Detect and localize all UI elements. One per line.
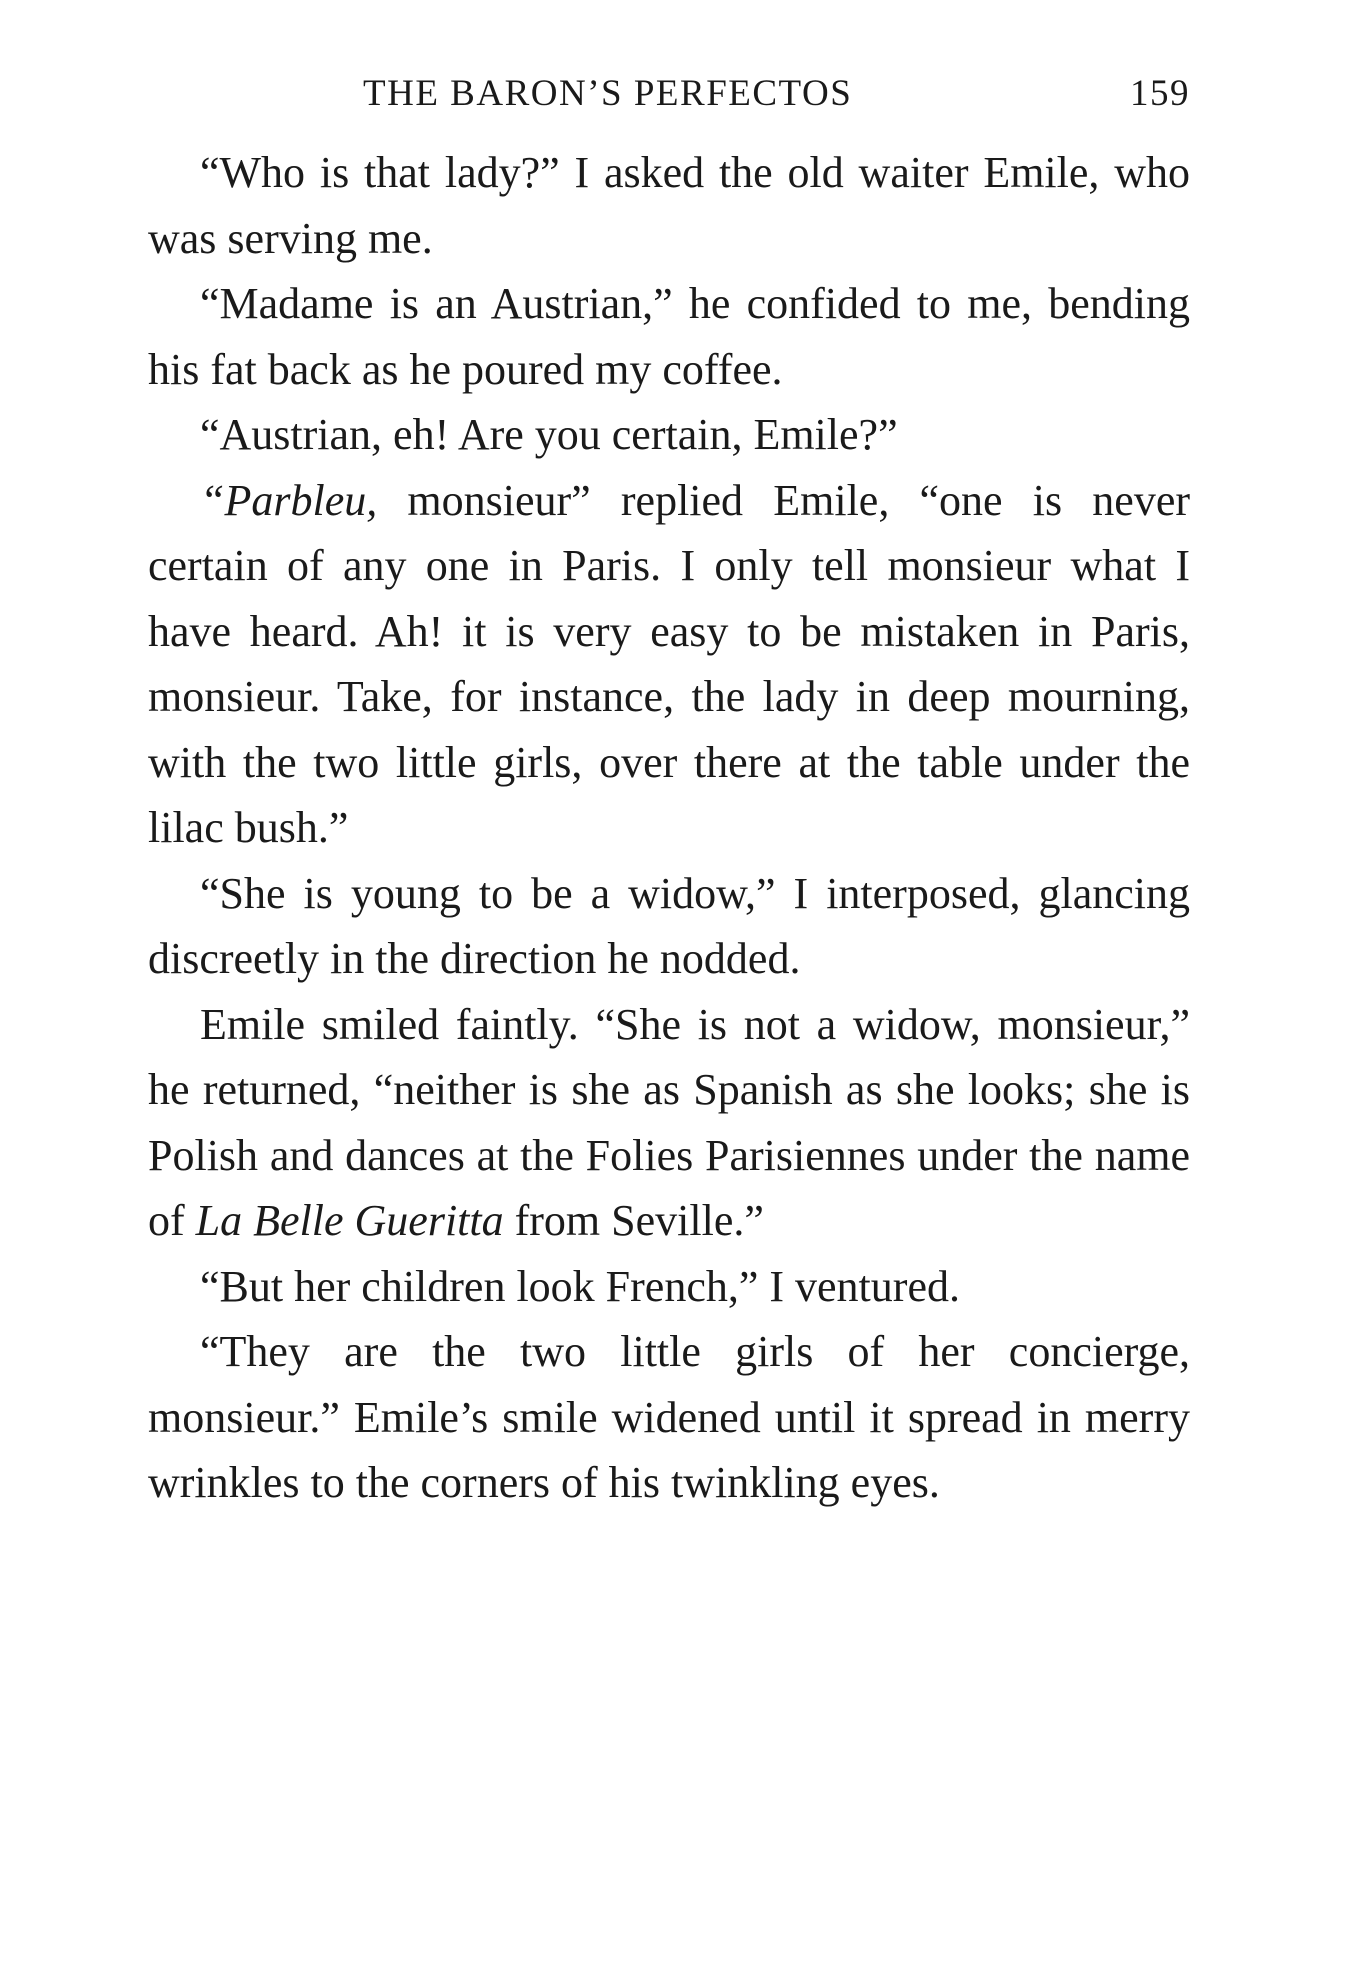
- running-title: THE BARON’S PERFECTOS: [363, 73, 853, 114]
- paragraph-7: “But her children look French,” I ventured.: [200, 1261, 960, 1311]
- paragraph-4: [148, 468, 1190, 861]
- italic-word-parbleu: “Parbleu,: [200, 475, 378, 525]
- italic-stage-name: La Belle Gueritta: [195, 1196, 504, 1245]
- paragraph-6-text: Emile smiled faintly. “She is not a widow, monsieur,” he returned, “neither is she as Spanish as she looks; she is Polish and dances at the Folies Parisiennes under the name of: [148, 999, 1190, 1245]
- paragraph-6: [148, 992, 1190, 1254]
- paragraph-6-end: from Seville.”: [503, 1196, 764, 1245]
- paragraph-1: “Who is that lady?” I asked the old waiter Emile, who was serving me.: [148, 148, 1190, 263]
- paragraph-8: “They are the two little girls of her concierge, monsieur.” Emile’s smile widened until it spread in merry wrinkles to the corners of his twinkling eyes.: [148, 1327, 1190, 1507]
- page-number: 159: [1130, 73, 1190, 114]
- paragraph-5: “She is young to be a widow,” I interposed, glancing discreetly in the direction he nodded.: [148, 868, 1190, 983]
- paragraph-3: “Austrian, eh! Are you certain, Emile?”: [200, 410, 898, 459]
- running-head: [148, 72, 1190, 122]
- body-text: [148, 140, 1190, 1516]
- paragraph-4-text: monsieur” replied Emile, “one is never certain of any one in Paris. I only tell monsieur what I have heard. Ah! it is very easy to be mistaken in Paris, monsieur. Take, for instance, the lady in deep mourning, with the two little girls, over there at the table under the lilac bush.”: [148, 475, 1190, 852]
- paragraph-2: “Madame is an Austrian,” he confided to me, bending his fat back as he poured my coffee.: [148, 279, 1190, 394]
